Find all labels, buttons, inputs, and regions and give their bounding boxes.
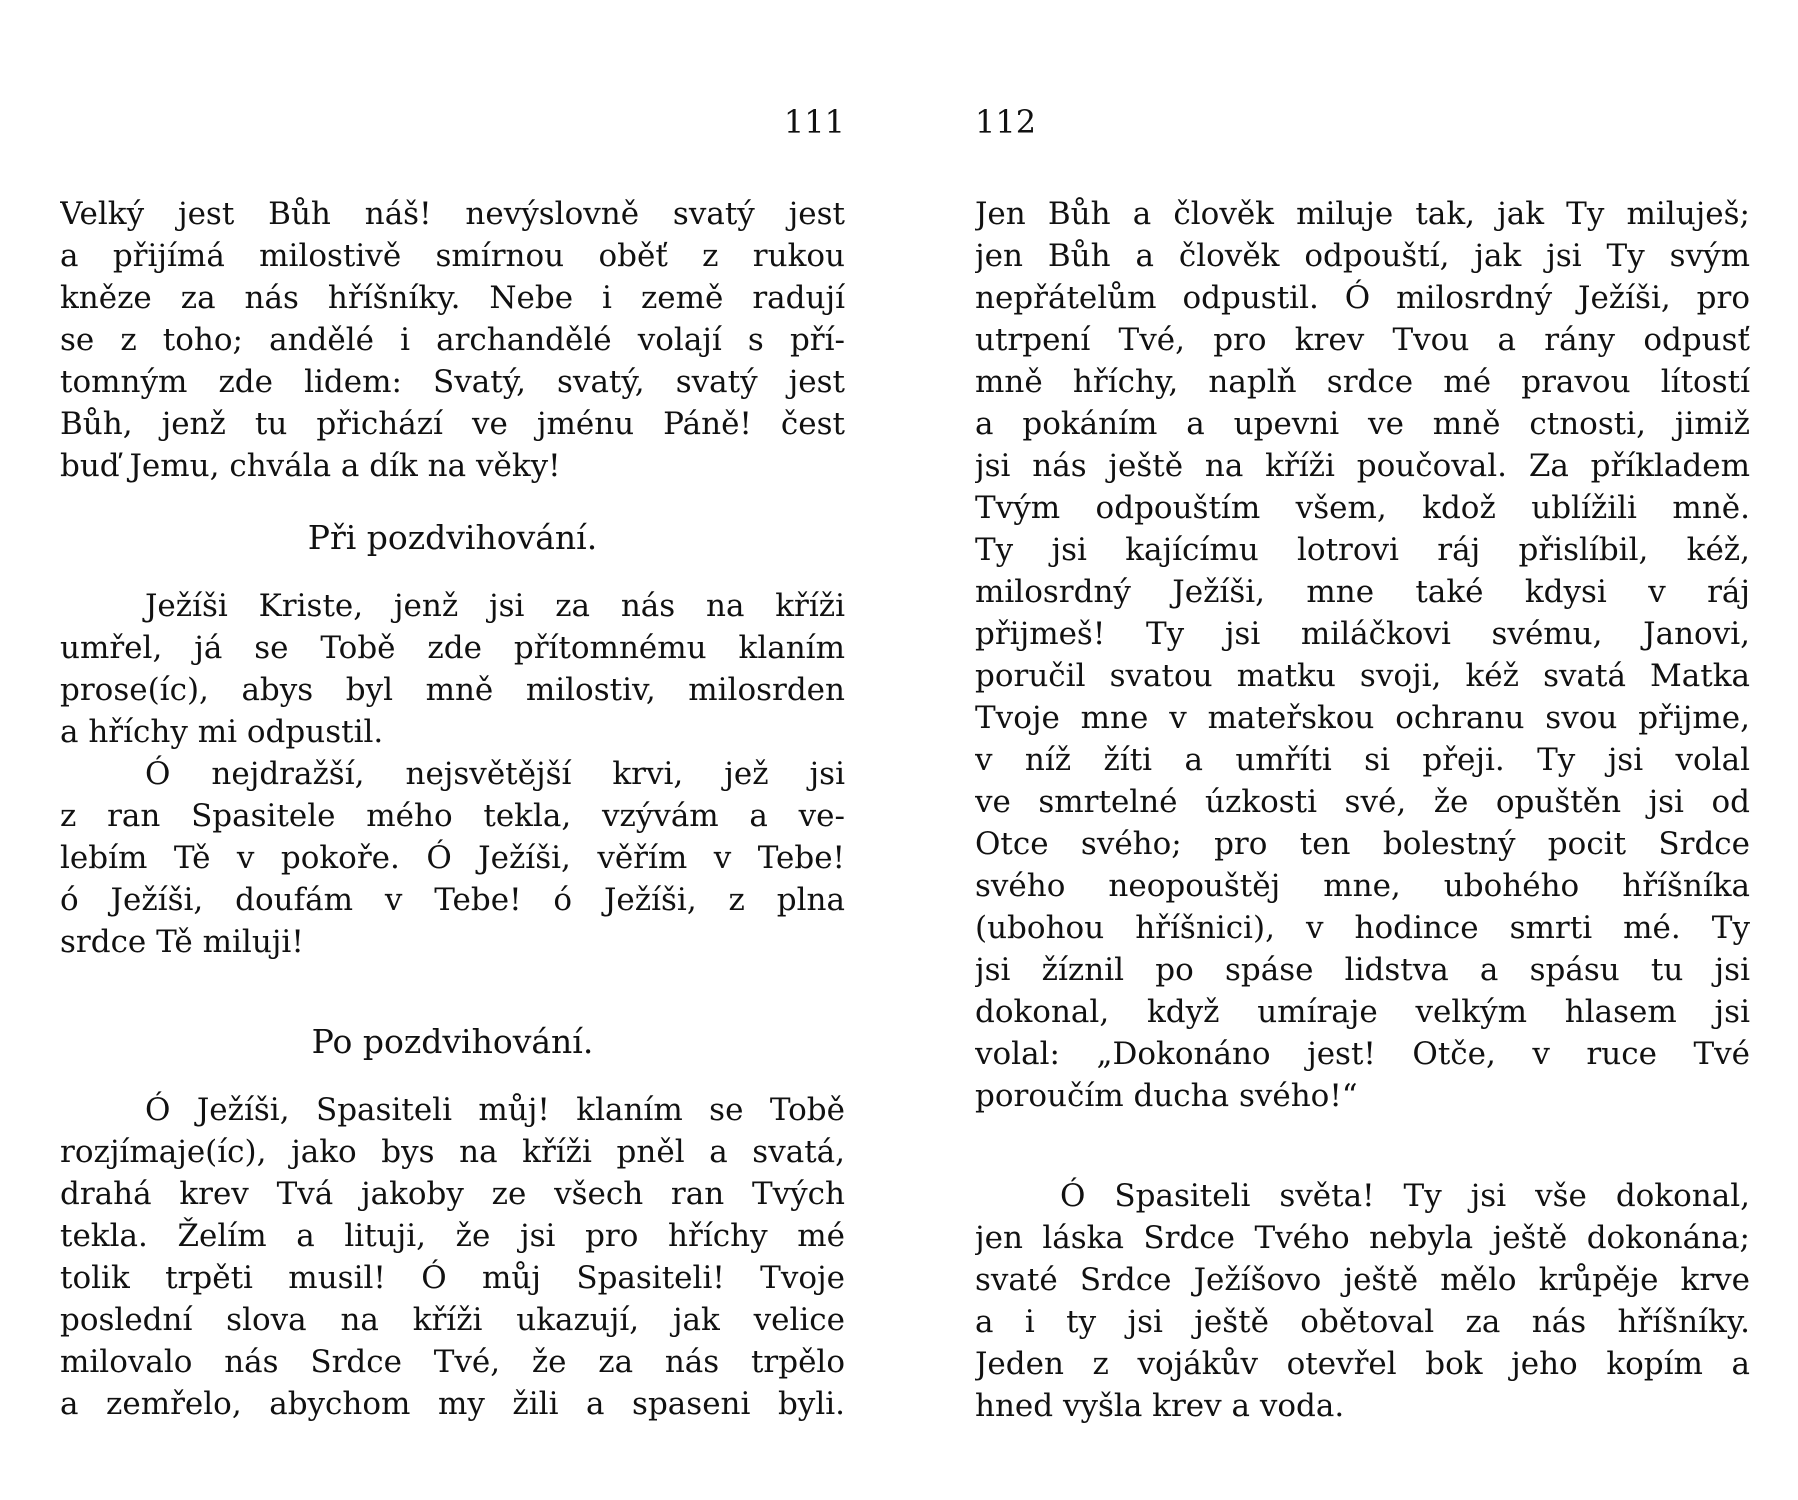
text-line: jsi nás ještě na kříži poučoval. Za příkladem bbox=[975, 448, 1750, 484]
text-line: ó Ježíši, doufám v Tebe! ó Ježíši, z plna bbox=[60, 882, 845, 918]
text-line: milovalo nás Srdce Tvé, že za nás trpělo bbox=[60, 1344, 845, 1380]
text-line: srdce Tě miluji! bbox=[60, 924, 304, 960]
text-line: Ty jsi kajícímu lotrovi ráj přislíbil, kéž, bbox=[975, 532, 1750, 568]
paragraph bbox=[975, 193, 1750, 1117]
text-line: volal: „Dokonáno jest! Otče, v ruce Tvé bbox=[975, 1036, 1750, 1072]
text-line: drahá krev Tvá jakoby ze všech ran Tvých bbox=[60, 1176, 845, 1212]
section-heading: Při pozdvihování. bbox=[307, 518, 598, 557]
text-line: svaté Srdce Ježíšovo ještě mělo krůpěje krve bbox=[975, 1262, 1750, 1298]
text-line: Ó nejdražší, nejsvětější krvi, jež jsi bbox=[145, 756, 845, 792]
paragraph bbox=[60, 753, 845, 963]
text-line: a pokáním a upevni ve mně ctnosti, jimiž bbox=[975, 406, 1750, 442]
text-line: kněze za nás hříšníky. Nebe i země radují bbox=[60, 280, 845, 316]
text-line: rozjímaje(íc), jako bys na kříži pněl a svatá, bbox=[60, 1134, 845, 1170]
text-line: poroučím ducha svého!“ bbox=[975, 1078, 1358, 1114]
text-line: Jen Bůh a člověk miluje tak, jak Ty miluješ; bbox=[975, 196, 1750, 232]
text-line: svého neopouštěj mne, ubohého hříšníka bbox=[975, 868, 1750, 904]
text-line: hned vyšla krev a voda. bbox=[975, 1388, 1345, 1424]
paragraph bbox=[60, 193, 845, 487]
page-number: 112 bbox=[975, 103, 1037, 141]
left-page bbox=[60, 0, 845, 1500]
right-page bbox=[975, 0, 1750, 1500]
text-line: se z toho; andělé i archandělé volají s pří- bbox=[60, 322, 845, 358]
text-line: a zemřelo, abychom my žili a spaseni byli. bbox=[60, 1386, 845, 1422]
text-line: Tvoje mne v mateřskou ochranu svou přijme, bbox=[975, 700, 1750, 736]
text-line: dokonal, když umíraje velkým hlasem jsi bbox=[975, 994, 1750, 1030]
right-page-text bbox=[975, 193, 1750, 1427]
text-line: poručil svatou matku svoji, kéž svatá Matka bbox=[975, 658, 1750, 694]
text-line: tekla. Želím a lituji, že jsi pro hříchy mé bbox=[60, 1218, 845, 1254]
text-line: jen Bůh a člověk odpouští, jak jsi Ty svým bbox=[975, 238, 1750, 274]
text-line: přijmeš! Ty jsi miláčkovi svému, Janovi, bbox=[975, 616, 1750, 652]
text-line: Ó Ježíši, Spasiteli můj! klaním se Tobě bbox=[145, 1092, 845, 1128]
text-line: tolik trpěti musil! Ó můj Spasiteli! Tvoje bbox=[60, 1260, 845, 1296]
text-line: Otce svého; pro ten bolestný pocit Srdce bbox=[975, 826, 1750, 862]
text-line: Jeden z vojákův otevřel bok jeho kopím a bbox=[975, 1346, 1750, 1382]
text-line: nepřátelům odpustil. Ó milosrdný Ježíši, pro bbox=[975, 280, 1750, 316]
text-line: Bůh, jenž tu přichází ve jménu Páně! čest bbox=[60, 406, 845, 442]
text-line: z ran Spasitele mého tekla, vzývám a ve- bbox=[60, 798, 845, 834]
text-line: poslední slova na kříži ukazují, jak velice bbox=[60, 1302, 845, 1338]
text-line: milosrdný Ježíši, mne také kdysi v ráj bbox=[975, 574, 1750, 610]
text-line: Velký jest Bůh náš! nevýslovně svatý jest bbox=[60, 196, 845, 232]
text-line: jsi žíznil po spáse lidstva a spásu tu jsi bbox=[975, 952, 1750, 988]
paragraph bbox=[60, 585, 845, 753]
text-line: a přijímá milostivě smírnou oběť z rukou bbox=[60, 238, 845, 274]
text-line: mně hříchy, naplň srdce mé pravou lítostí bbox=[975, 364, 1750, 400]
text-line: Tvým odpouštím všem, kdož ublížili mně. bbox=[975, 490, 1750, 526]
left-page-text bbox=[60, 193, 845, 1425]
text-line: jen láska Srdce Tvého nebyla ještě dokonána; bbox=[975, 1220, 1750, 1256]
text-line: a i ty jsi ještě obětoval za nás hříšníky. bbox=[975, 1304, 1750, 1340]
text-line: Ježíši Kriste, jenž jsi za nás na kříži bbox=[145, 588, 845, 624]
page-number: 111 bbox=[783, 103, 845, 141]
text-line: tomným zde lidem: Svatý, svatý, svatý jest bbox=[60, 364, 845, 400]
text-line: a hříchy mi odpustil. bbox=[60, 714, 384, 750]
text-line: utrpení Tvé, pro krev Tvou a rány odpusť bbox=[975, 322, 1750, 358]
paragraph bbox=[60, 1089, 845, 1425]
paragraph bbox=[975, 1175, 1750, 1427]
text-line: (ubohou hříšnici), v hodince smrti mé. Ty bbox=[975, 910, 1750, 946]
text-line: Ó Spasiteli světa! Ty jsi vše dokonal, bbox=[1060, 1178, 1750, 1214]
section-heading: Po pozdvihování. bbox=[311, 1022, 594, 1061]
text-line: ve smrtelné úzkosti své, že opuštěn jsi od bbox=[975, 784, 1750, 820]
text-line: buď Jemu, chvála a dík na věky! bbox=[60, 448, 561, 484]
text-line: umřel, já se Tobě zde přítomnému klaním bbox=[60, 630, 845, 666]
text-line: v níž žíti a umříti si přeji. Ty jsi volal bbox=[975, 742, 1750, 778]
text-line: prose(íc), abys byl mně milostiv, milosrden bbox=[60, 672, 845, 708]
text-line: lebím Tě v pokoře. Ó Ježíši, věřím v Tebe! bbox=[60, 840, 845, 876]
